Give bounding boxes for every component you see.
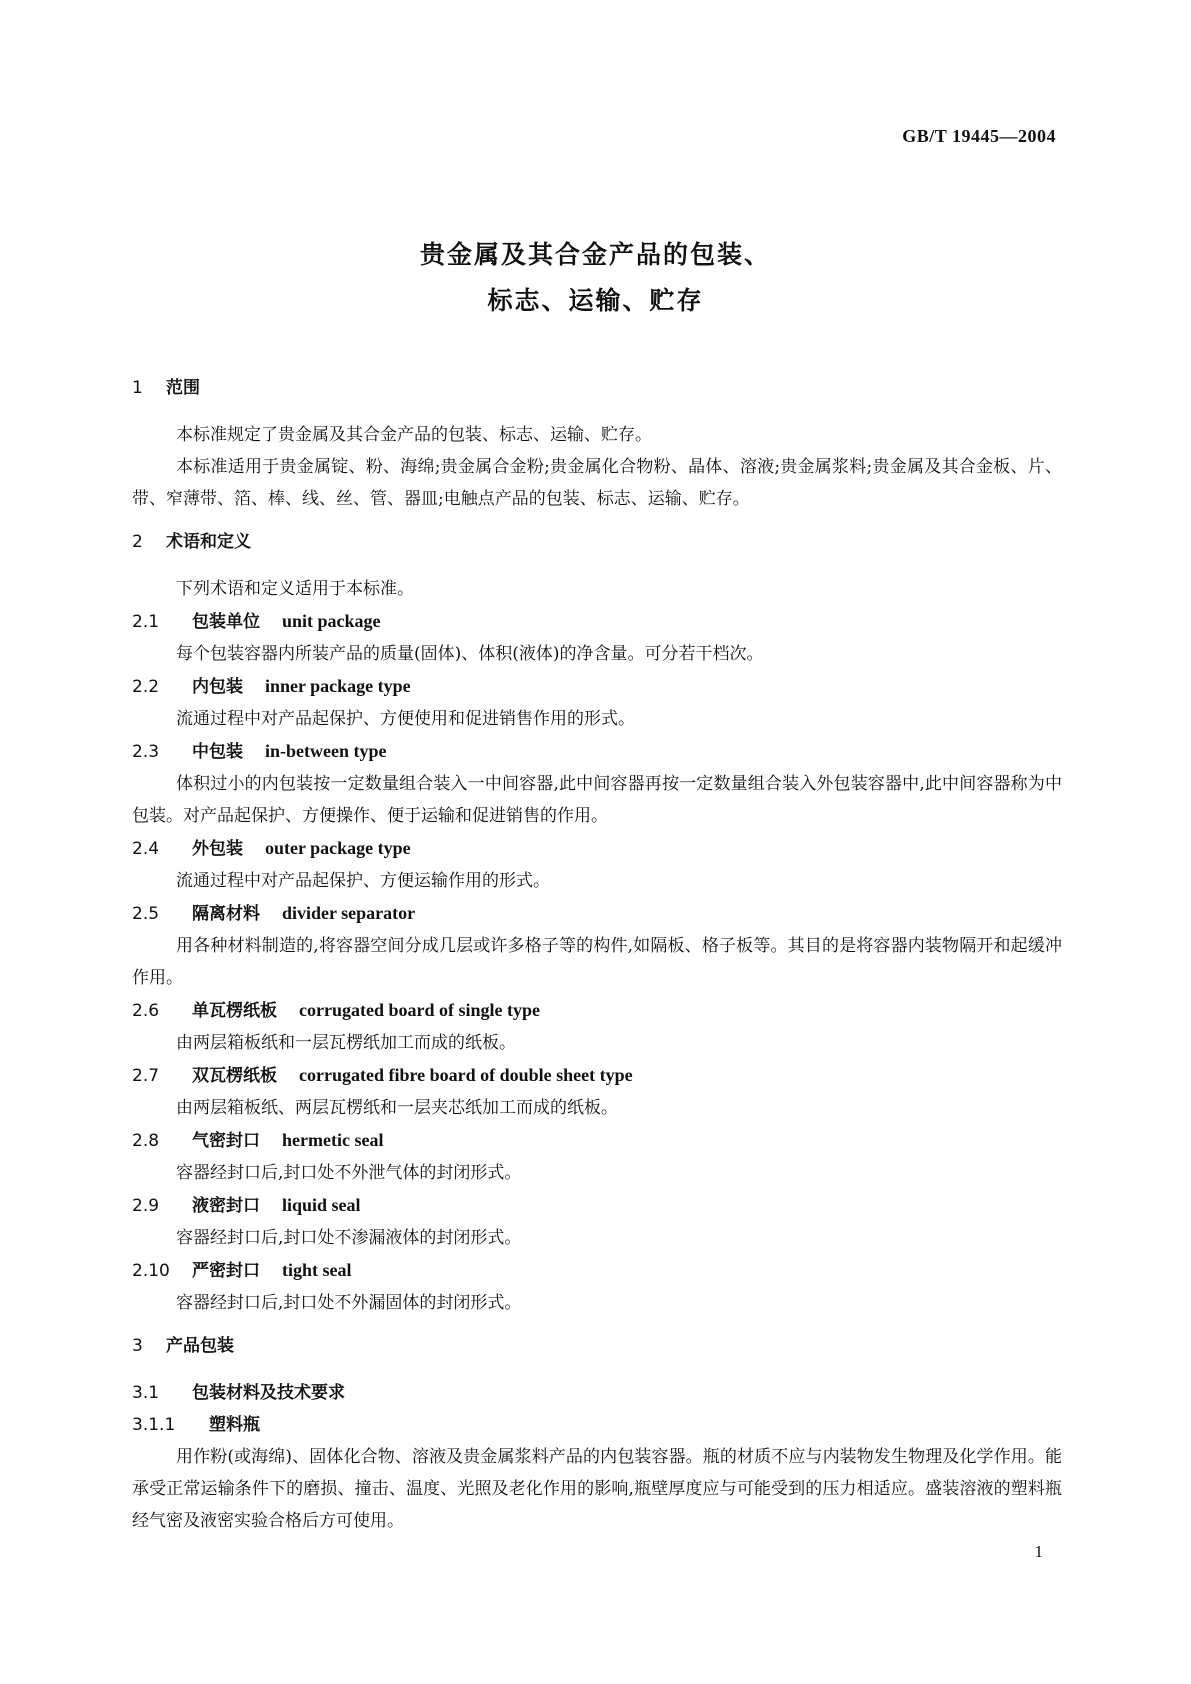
- term-number: 2.3: [132, 742, 160, 762]
- term-cn: 气密封口: [192, 1131, 260, 1151]
- term-number: 2.2: [132, 677, 160, 697]
- standard-code: GB/T 19445—2004: [902, 126, 1056, 146]
- term-heading: [132, 832, 1062, 865]
- subsection-number: 3.1: [132, 1383, 160, 1403]
- term-cn: 内包装: [192, 677, 243, 697]
- term-number: 2.10: [132, 1261, 170, 1281]
- paragraph: 用作粉(或海绵)、固体化合物、溶液及贵金属浆料产品的内包装容器。瓶的材质不应与内装物发生物理及化学作用。能承受正常运输条件下的磨损、撞击、温度、光照及老化作用的影响,瓶壁厚度应与可能受到的压力相适应。盛装溶液的塑料瓶经气密及液密实验合格后方可使用。: [132, 1447, 1062, 1531]
- term-cn: 隔离材料: [192, 904, 260, 924]
- term-cn: 外包装: [192, 839, 243, 859]
- term-heading: [132, 994, 1062, 1027]
- term-en: corrugated board of single type: [299, 1000, 540, 1020]
- term-definition: 用各种材料制造的,将容器空间分成几层或许多格子等的构件,如隔板、格子板等。其目的是将容器内装物隔开和起缓冲作用。: [132, 936, 1062, 988]
- term-cn: 单瓦楞纸板: [192, 1001, 277, 1021]
- term-en: tight seal: [282, 1260, 352, 1280]
- section-number: 1: [132, 378, 143, 398]
- section-title: 产品包装: [166, 1336, 234, 1356]
- term-number: 2.6: [132, 1001, 160, 1021]
- term-heading: [132, 897, 1062, 930]
- term-cn: 双瓦楞纸板: [192, 1066, 277, 1086]
- document-body: [132, 375, 1062, 1537]
- section-3-heading: [132, 1333, 1062, 1359]
- term-en: inner package type: [265, 676, 411, 696]
- term-en: outer package type: [265, 838, 411, 858]
- section-2-heading: [132, 529, 1062, 555]
- term-definition: 容器经封口后,封口处不外泄气体的封闭形式。: [176, 1163, 522, 1183]
- paragraph: 本标准适用于贵金属锭、粉、海绵;贵金属合金粉;贵金属化合物粉、晶体、溶液;贵金属浆料;贵金属及其合金板、片、带、窄薄带、箔、棒、线、丝、管、器皿;电触点产品的包装、标志、运输、贮存。: [132, 457, 1062, 509]
- term-cn: 中包装: [192, 742, 243, 762]
- term-number: 2.7: [132, 1066, 160, 1086]
- section-title: 范围: [166, 378, 200, 398]
- title-line-2: 标志、运输、贮存: [487, 286, 704, 315]
- subsection-heading: [132, 1377, 1062, 1409]
- section-1-heading: [132, 375, 1062, 401]
- term-definition: 容器经封口后,封口处不渗漏液体的封闭形式。: [176, 1228, 522, 1248]
- term-definition: 每个包装容器内所装产品的质量(固体)、体积(液体)的净含量。可分若干档次。: [176, 644, 764, 664]
- term-en: corrugated fibre board of double sheet type: [299, 1065, 633, 1085]
- section-title: 术语和定义: [166, 532, 251, 552]
- term-heading: [132, 1254, 1062, 1287]
- term-cn: 液密封口: [192, 1196, 260, 1216]
- subsection-title: 包装材料及技术要求: [192, 1383, 345, 1403]
- page-number: 1: [1034, 1542, 1043, 1561]
- subsubsection-number: 3.1.1: [132, 1415, 176, 1435]
- term-number: 2.1: [132, 612, 160, 632]
- section-number: 3: [132, 1336, 143, 1356]
- section-number: 2: [132, 532, 143, 552]
- term-en: divider separator: [282, 903, 416, 923]
- term-definition: 由两层箱板纸和一层瓦楞纸加工而成的纸板。: [176, 1033, 516, 1053]
- subsubsection-title: 塑料瓶: [209, 1415, 260, 1435]
- term-heading: [132, 670, 1062, 703]
- term-heading: [132, 1189, 1062, 1222]
- term-number: 2.4: [132, 839, 160, 859]
- term-en: liquid seal: [282, 1195, 361, 1215]
- term-definition: 流通过程中对产品起保护、方便运输作用的形式。: [176, 871, 550, 891]
- paragraph: 本标准规定了贵金属及其合金产品的包装、标志、运输、贮存。: [176, 425, 652, 445]
- term-number: 2.9: [132, 1196, 160, 1216]
- term-heading: [132, 1124, 1062, 1157]
- term-cn: 包装单位: [192, 612, 260, 632]
- term-en: hermetic seal: [282, 1130, 384, 1150]
- term-definition: 流通过程中对产品起保护、方便使用和促进销售作用的形式。: [176, 709, 635, 729]
- term-en: unit package: [282, 611, 381, 631]
- paragraph: 下列术语和定义适用于本标准。: [176, 579, 414, 599]
- term-cn: 严密封口: [192, 1261, 260, 1281]
- term-definition: 体积过小的内包装按一定数量组合装入一中间容器,此中间容器再按一定数量组合装入外包装容器中,此中间容器称为中包装。对产品起保护、方便操作、便于运输和促进销售的作用。: [132, 774, 1062, 826]
- term-number: 2.8: [132, 1131, 160, 1151]
- term-definition: 由两层箱板纸、两层瓦楞纸和一层夹芯纸加工而成的纸板。: [176, 1098, 618, 1118]
- term-definition: 容器经封口后,封口处不外漏固体的封闭形式。: [176, 1293, 522, 1313]
- term-heading: [132, 605, 1062, 638]
- document-title: [0, 232, 1191, 324]
- title-line-1: 贵金属及其合金产品的包装、: [419, 240, 771, 269]
- subsubsection-heading: [132, 1409, 1062, 1441]
- term-number: 2.5: [132, 904, 160, 924]
- term-en: in-between type: [265, 741, 387, 761]
- term-heading: [132, 1059, 1062, 1092]
- term-heading: [132, 735, 1062, 768]
